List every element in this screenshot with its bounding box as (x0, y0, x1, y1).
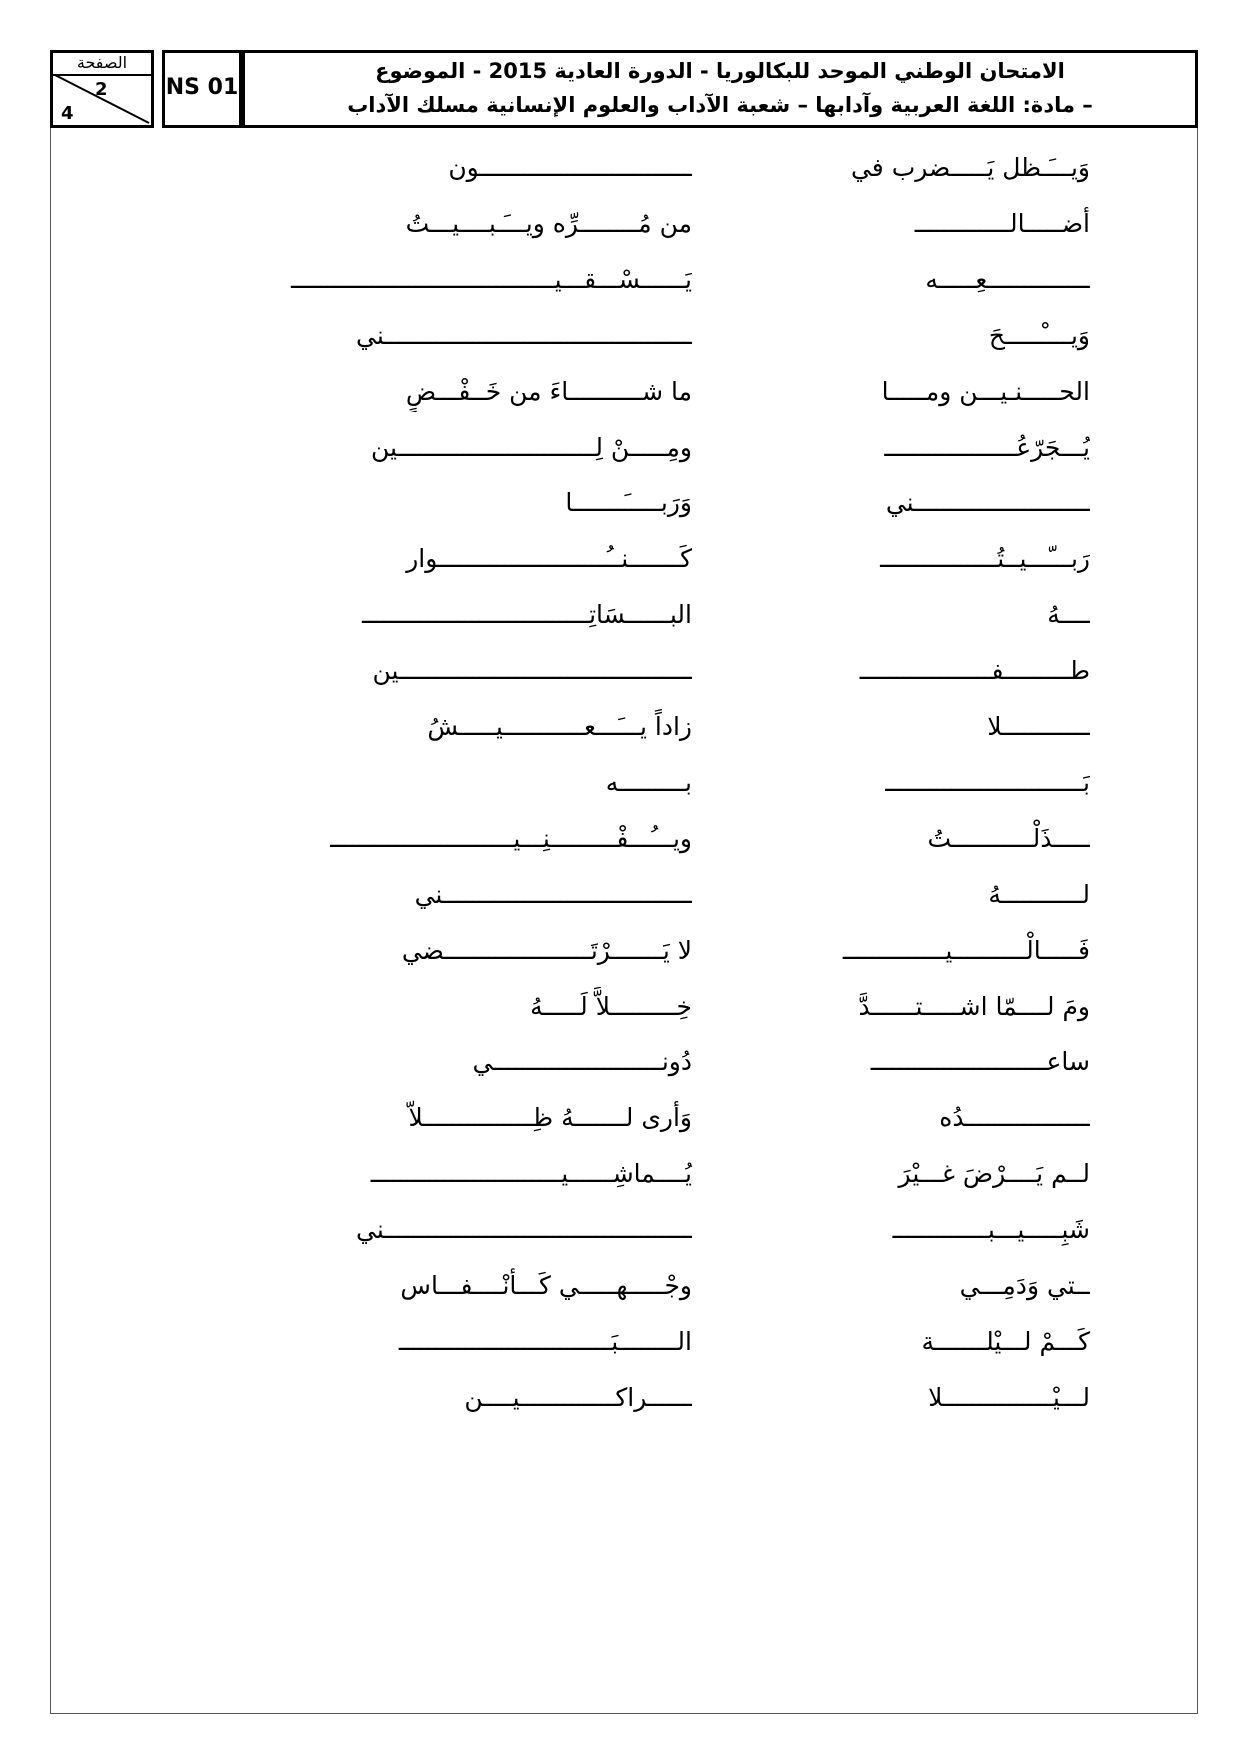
line-left-segment: ــــــــــــــــــــــــــــــــــــــــين (372, 656, 692, 686)
line-right-segment: ــــــــــــلا (987, 712, 1090, 741)
exercise-line (0, 204, 1240, 244)
line-left-segment: بـــــــــه (605, 767, 692, 797)
line-left-segment: زاداً يـــَـــعـــــــــــيـــــشُ (427, 712, 692, 741)
exercise-line (0, 148, 1240, 188)
line-left-segment: وَرَبـــــَـــــــا (565, 488, 692, 518)
line-left-segment: وَأرى لـــــــهُ ظِـــــــــــــــلاّ (408, 1103, 692, 1133)
line-left-segment: ــــــراكـــــــــــــيــــن (464, 1382, 692, 1412)
exercise-line (0, 1322, 1240, 1362)
line-right-segment: كَـــمْ لـــيْلـــــــة (921, 1326, 1090, 1356)
line-left-segment: يَــــــسْـــقـــيــــــــــــــــــــــــــــــــــــ (290, 264, 692, 294)
line-left-segment: البــــــسَاتِـــــــــــــــــــــــــــــــ (362, 600, 692, 630)
exercise-line (0, 316, 1240, 356)
exercise-line (0, 595, 1240, 635)
exam-title-box (242, 50, 1198, 128)
line-left-segment: ــــــــــــــــــــــــــــــــــــــــــني (356, 1215, 692, 1245)
exercise-line (0, 428, 1240, 468)
line-right-segment: ـــــذَلْـــــــــــتُ (927, 823, 1090, 853)
line-right-segment: وَيــــْـــــحَ (988, 320, 1090, 350)
exercise-line (0, 819, 1240, 859)
line-left-segment: ـــــــــــــــــــــــــــــون (448, 153, 692, 182)
exercise-line (0, 1378, 1240, 1418)
line-left-segment: ويـــُـــفْـــــــــنِـــيـــــــــــــــــــــــــ (330, 823, 692, 853)
line-right-segment: الحـــــنـيـــن ومـــــا (881, 376, 1090, 406)
exam-code-box (162, 50, 242, 128)
exam-code: NS 01 (165, 75, 239, 100)
line-right-segment: ــــهُ (1047, 600, 1090, 630)
line-left-segment: كَـــــــنــُـــــــــــــــــــــــوار (406, 544, 692, 574)
exercise-line (0, 1266, 1240, 1306)
line-left-segment: الــــــــبَـــــــــــــــــــــــــــــ (398, 1326, 692, 1356)
line-right-segment: أضـــــالـــــــــــــ (914, 208, 1090, 238)
line-left-segment: يُــــماشِــــــيــــــــــــــــــــــــــ (370, 1159, 692, 1189)
line-right-segment: لـــــــــــهُ (988, 879, 1090, 909)
exercise-line (0, 260, 1240, 300)
exam-header (50, 50, 1198, 128)
line-left-segment: لا يَـــــــرْتَــــــــــــــــــــضي (401, 935, 692, 965)
line-right-segment: ــــــــــــــــــــــــني (885, 488, 1090, 518)
line-right-segment: ساعــــــــــــــــــــــــ (870, 1047, 1090, 1077)
page-number-box (50, 50, 154, 128)
line-left-segment: ــــــــــــــــــــــــــــــــــني (414, 879, 692, 909)
line-left-segment: دُونـــــــــــــــــــــــي (472, 1047, 692, 1077)
line-right-segment: ـــــــــــــــــدُه (939, 1103, 1090, 1133)
exercise-line (0, 651, 1240, 691)
exercise-line (0, 539, 1240, 579)
line-right-segment: لــم يَــــرْضَ غـــيْرَ (898, 1159, 1090, 1189)
exercise-line (0, 707, 1240, 747)
line-left-segment: خِـــــــــلاًّ لَـــــهُ (530, 991, 692, 1021)
exercise-line (0, 1098, 1240, 1138)
line-left-segment: وجْـــــهـــــي كَـــأنْــــفـــاس (400, 1271, 692, 1300)
page-label: الصفحة (53, 54, 151, 76)
line-left-segment: ــــــــــــــــــــــــــــــــــــــــــني (356, 320, 692, 350)
line-right-segment: فَـــــالْــــــــــيــــــــــــــ (842, 935, 1090, 965)
line-right-segment: ــــــــــــــعِـــــه (925, 264, 1090, 294)
exercise-line (0, 931, 1240, 971)
page-frame (50, 128, 1198, 1714)
exercise-line (0, 1154, 1240, 1194)
exercise-line (0, 1210, 1240, 1250)
line-right-segment: يُـــجَرّعُــــــــــــــــــ (884, 432, 1090, 462)
line-right-segment: رَبـــّـــيــتُــــــــــــــــ (880, 544, 1090, 574)
page-total: 4 (61, 103, 74, 124)
exam-title-line-2: – مادة: اللغة العربية وآدابها – شعبة الآداب والعلوم الإنسانية مسلك الآداب (347, 93, 1093, 117)
line-right-segment: ومَ لــــمّا اشـــــتــــــدَّ (858, 991, 1090, 1021)
line-left-segment: من مُــــــــرِّه ويـــَـبــــيـــتُ (405, 208, 692, 238)
line-right-segment: بَـــــــــــــــــــــــــــ (885, 767, 1090, 797)
exercise-line (0, 483, 1240, 523)
line-right-segment: شَبِـــــيـــبـــــــــــــ (892, 1215, 1090, 1245)
exam-title-line-1: الامتحان الوطني الموحد للبكالوريا - الدورة العادية 2015 - الموضوع (375, 59, 1065, 83)
line-right-segment: ــتي وَدَمِـــي (959, 1271, 1090, 1300)
exercise-line (0, 875, 1240, 915)
line-right-segment: لـــيْـــــــــــــــلا (928, 1382, 1090, 1412)
line-right-segment: وَيـــَـظل يَـــــضرب في (850, 153, 1090, 182)
page-current: 2 (95, 79, 108, 100)
exercise-line (0, 763, 1240, 803)
exercise-line (0, 987, 1240, 1027)
line-left-segment: ما شــــــــــاءَ من خَــفْـــضٍ (405, 376, 692, 406)
exercise-line (0, 372, 1240, 412)
exercise-line (0, 1042, 1240, 1082)
line-right-segment: طـــــــــفــــــــــــــــــ (859, 656, 1090, 686)
line-left-segment: ومِـــــنْ لِـــــــــــــــــــــــــــين (370, 432, 692, 462)
